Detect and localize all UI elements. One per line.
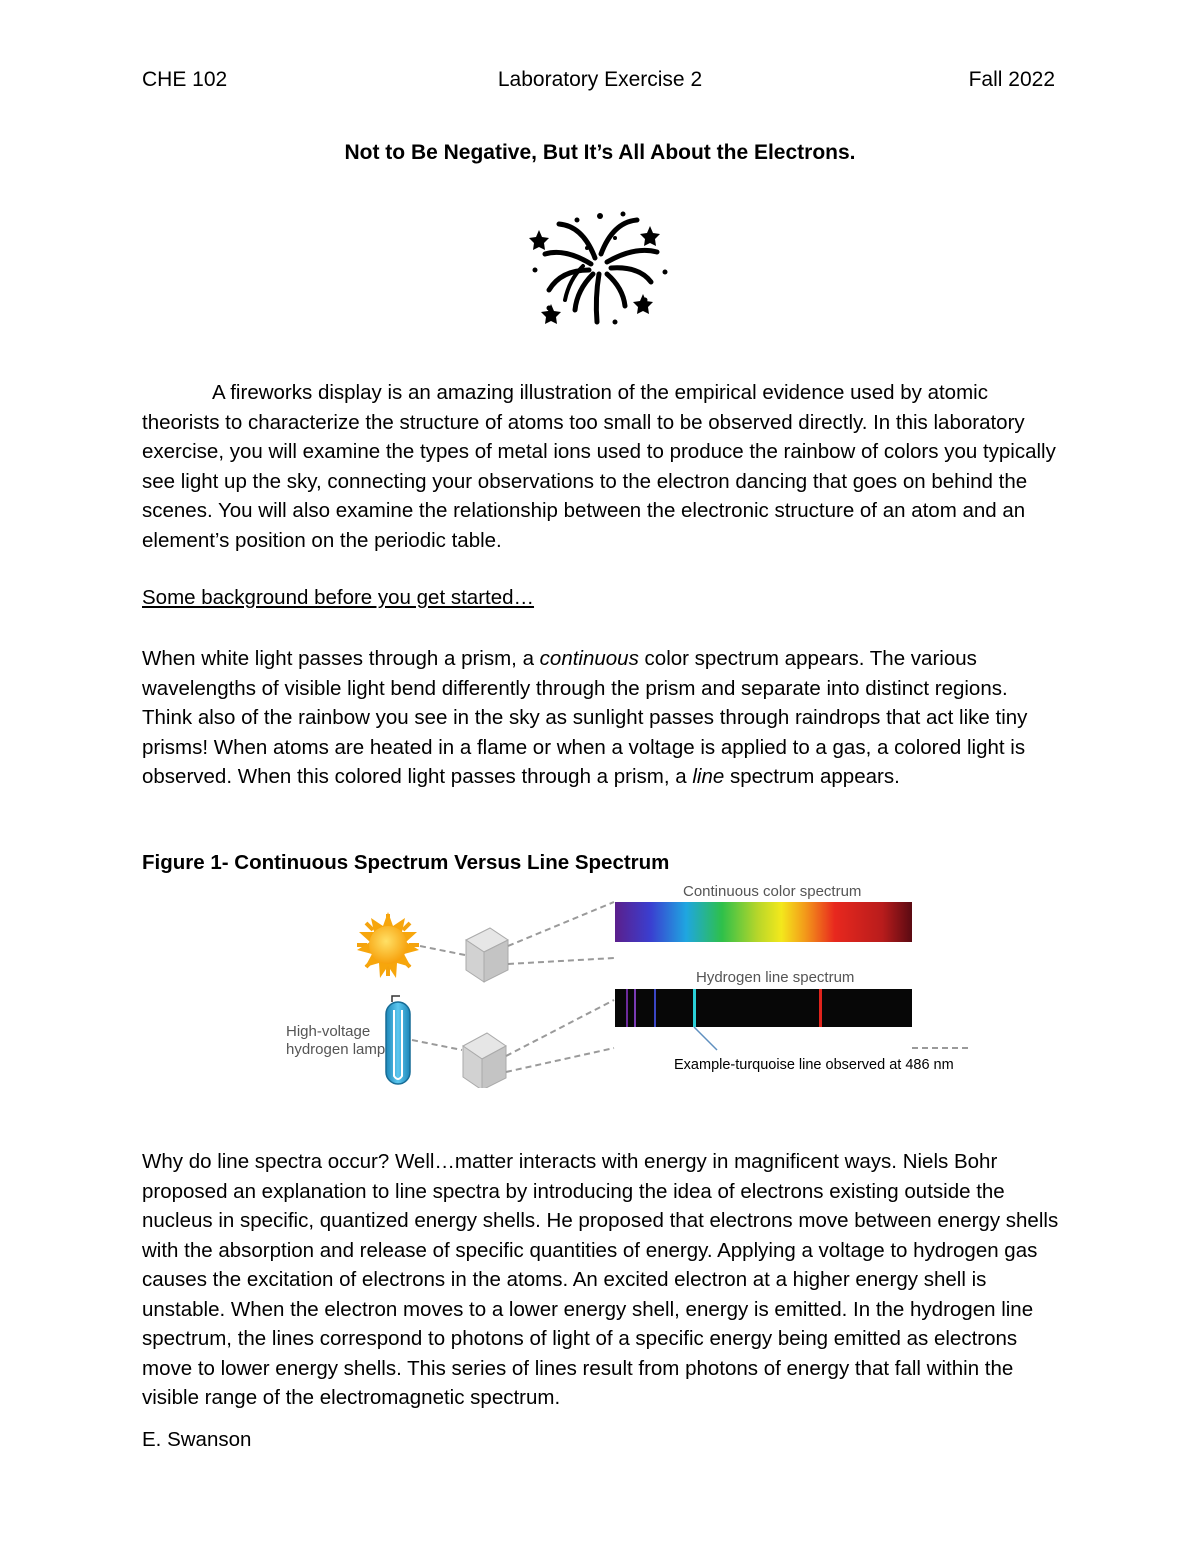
background-text-3: spectrum appears. <box>724 765 900 788</box>
hydrogen-line-spectrum-bar <box>615 989 912 1027</box>
lower-prism <box>463 1033 506 1088</box>
hydrogen-lamp-icon <box>386 996 410 1084</box>
fireworks-icon <box>525 208 675 330</box>
course-code: CHE 102 <box>142 68 228 91</box>
exercise-title: Laboratory Exercise 2 <box>497 68 703 91</box>
line-emphasis: line <box>692 765 725 788</box>
background-text-2: color spectrum appears. The various wavelengths of visible light bend differently through the prism and separate into distinct regions. Think also of the rainbow you see in the sky as sunlight passes through raindrops that act like tiny prisms! When atoms are heated in a flame or when a voltage is applied to a gas, a colored light is observed. When this colored light passes through a prism, a <box>142 647 1028 788</box>
author-name: E. Swanson <box>142 1428 252 1451</box>
page-title: Not to Be Negative, But It’s All About the Electrons. <box>344 141 856 164</box>
intro-paragraph <box>142 378 1062 555</box>
background-paragraph <box>142 644 1062 792</box>
intro-text: A fireworks display is an amazing illustration of the empirical evidence used by atomic theorists to characterize the structure of atoms too small to be observed directly. In this laboratory exercise, you will examine the types of metal ions used to produce the rainbow of colors you typically see light up the sky, connecting your observations to the electron dancing that goes on behind the scenes. You will also examine the relationship between the electronic structure of an atom and an element’s position on the periodic table. <box>142 381 1056 552</box>
upper-prism <box>466 928 508 982</box>
line-spectrum-label: Hydrogen line spectrum <box>696 969 855 986</box>
term: Fall 2022 <box>968 68 1055 91</box>
spectrum-figure <box>270 878 970 1088</box>
background-text-1: When white light passes through a prism, a <box>142 647 540 670</box>
explanation-paragraph: Why do line spectra occur? Well…matter interacts with energy in magnificent ways. Niels Bohr proposed an explanation to line spectra by introducing the idea of electrons existing outside the nucleus in specific, quantized energy shells. He proposed that electrons move between energy shells with the absorption and release of specific quantities of energy. Applying a voltage to hydrogen gas causes the excitation of electrons in the atoms. An excited electron at a higher energy shell is unstable. When the electron moves to a lower energy shell, energy is emitted. In the hydrogen line spectrum, the lines correspond to photons of light of a specific energy being emitted as electrons move to lower energy shells. This series of lines result from photons of energy that fall within the visible range of the electromagnetic spectrum. <box>142 1150 1059 1409</box>
lamp-label-line2: hydrogen lamp <box>286 1041 386 1058</box>
background-heading: Some background before you get started… <box>142 586 535 609</box>
continuous-emphasis: continuous <box>539 647 639 670</box>
lamp-label-line1: High-voltage <box>286 1023 371 1040</box>
turquoise-line-annotation: Example-turquoise line observed at 486 nm <box>674 1057 954 1073</box>
figure-caption: Figure 1- Continuous Spectrum Versus Line Spectrum <box>142 851 670 874</box>
continuous-spectrum-label: Continuous color spectrum <box>683 883 862 900</box>
continuous-spectrum-bar <box>615 902 912 942</box>
sun-icon <box>357 912 419 978</box>
